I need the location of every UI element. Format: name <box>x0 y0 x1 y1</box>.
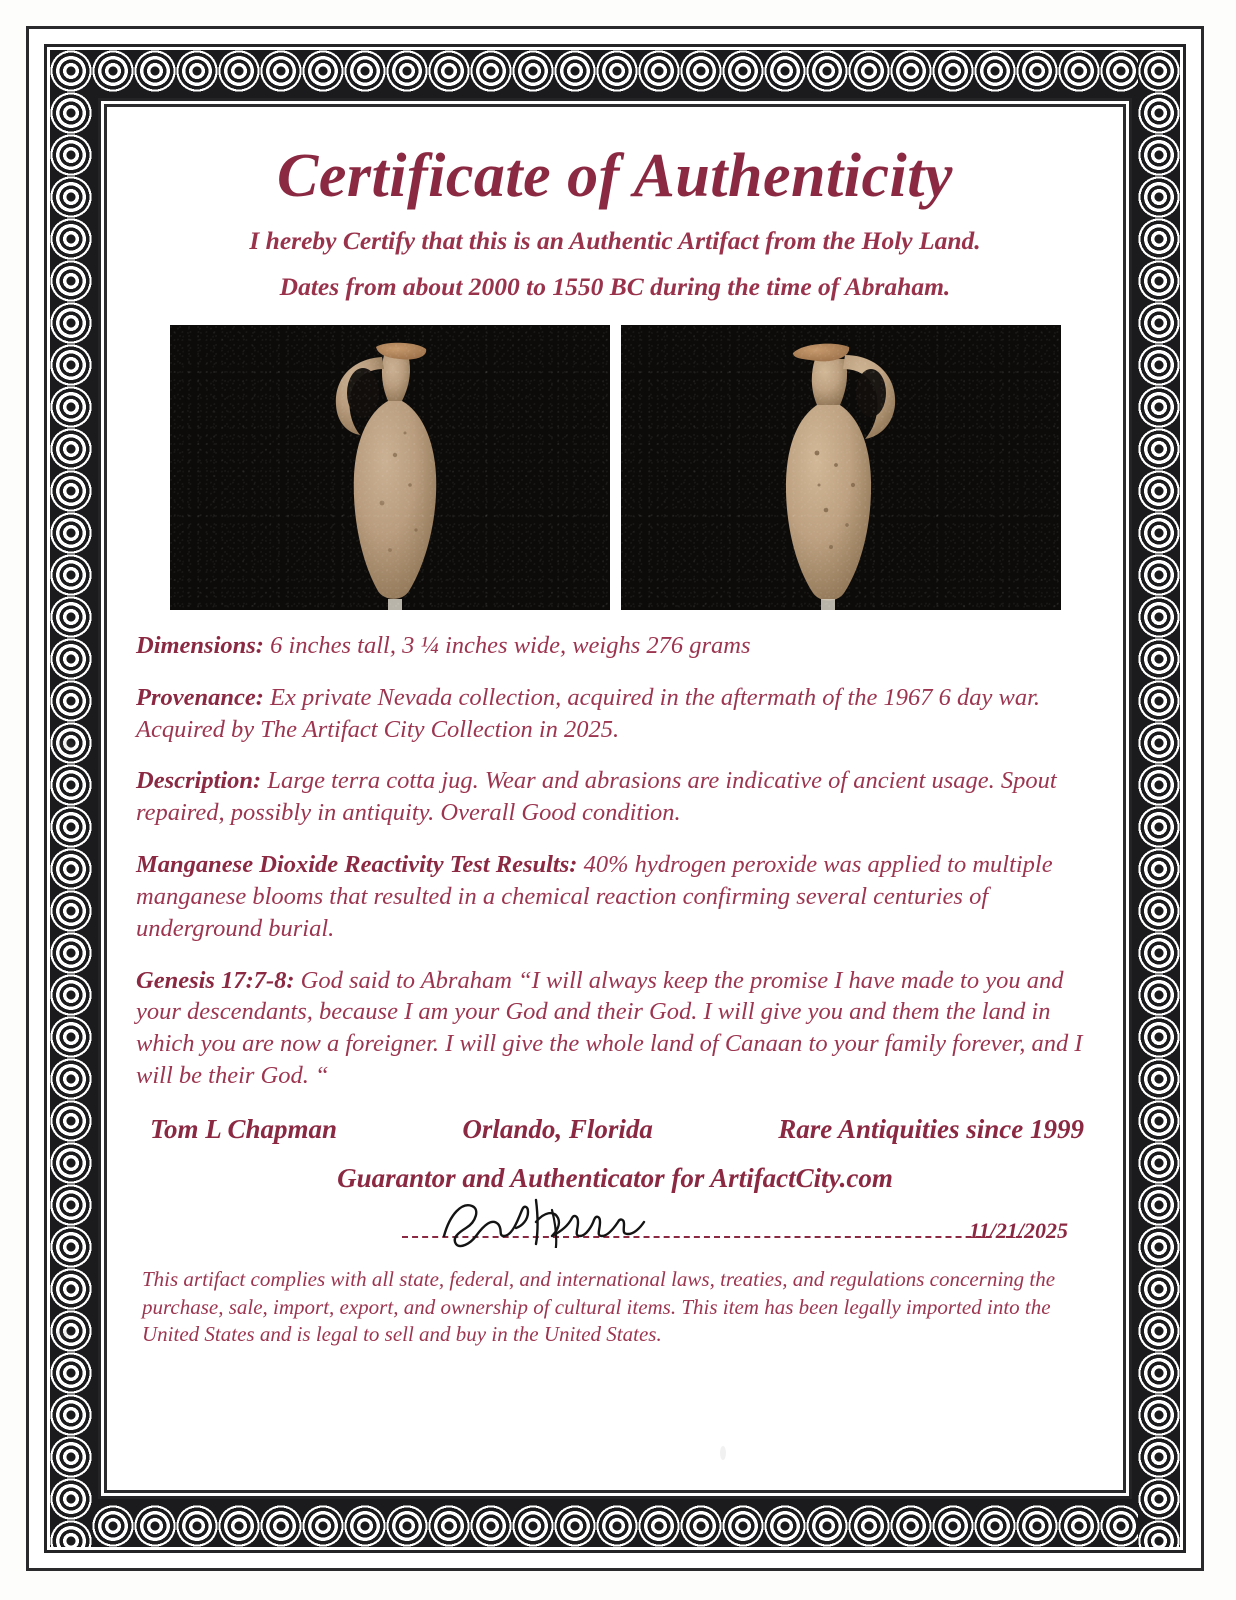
field-manganese-test <box>136 849 1094 945</box>
field-scripture <box>136 965 1094 1092</box>
signatory-name: Tom L Chapman <box>150 1113 338 1144</box>
handwritten-signature <box>436 1192 796 1248</box>
signature-date: 11/21/2025 <box>968 1217 1068 1243</box>
field-dimensions-label: Dimensions: <box>136 631 264 659</box>
certify-statement: I hereby Certify that this is an Authentic Artifact from the Holy Land. <box>249 226 981 256</box>
page-title: Certificate of Authenticity <box>277 142 953 210</box>
field-scripture-label: Genesis 17:7-8: <box>136 966 295 994</box>
guarantor-role: Guarantor and Authenticator for ArtifactCity.com <box>337 1162 893 1193</box>
bullseye-border-right <box>1138 50 1180 1547</box>
signature-area <box>136 1196 1094 1252</box>
field-provenance-value: Ex private Nevada collection, acquired in the aftermath of the 1967 6 day war. Acquired by The Artifact City Collection in 2025. <box>136 683 1041 743</box>
legal-disclaimer: This artifact complies with all state, federal, and international laws, treaties, and regulations concerning the purchase, sale, import, export, and ownership of cultural items. This item has been legally imported into the United States and is legal to sell and buy in the United States. <box>142 1266 1056 1347</box>
jug-illustration-front <box>170 325 610 610</box>
field-manganese-test-label: Manganese Dioxide Reactivity Test Results: <box>136 851 578 879</box>
field-description <box>136 765 1094 829</box>
field-description-value: Large terra cotta jug. Wear and abrasions are indicative of ancient usage. Spout repaired, possibly in antiquity. Overall Good condition. <box>136 767 1057 827</box>
jug-illustration-side <box>621 325 1061 610</box>
field-scripture-value: God said to Abraham “I will always keep the promise I have made to you and your descendants, because I am your God and their God. I will give you and them the land in which you are now a foreigner. I will give the whole land of Canaan to your family forever, and I will be their God. “ <box>136 966 1083 1090</box>
signatory-row <box>150 1114 1084 1145</box>
field-description-label: Description: <box>136 767 262 795</box>
artifact-photo-front <box>170 325 610 610</box>
bullseye-border-bottom <box>50 1505 1180 1547</box>
signatory-tagline: Rare Antiquities since 1999 <box>778 1113 1084 1144</box>
field-provenance <box>136 682 1094 746</box>
signatory-location: Orlando, Florida <box>462 1113 653 1144</box>
field-dimensions-value: 6 inches tall, 3 ¼ inches wide, weighs 276 grams <box>263 631 751 659</box>
field-provenance-label: Provenance: <box>136 683 264 711</box>
bullseye-border-top <box>50 50 1180 92</box>
dating-statement: Dates from about 2000 to 1550 BC during the time of Abraham. <box>279 271 951 301</box>
bullseye-border-left <box>50 50 92 1547</box>
artifact-photo-gallery <box>136 325 1094 610</box>
field-manganese-test-value: 40% hydrogen peroxide was applied to multiple manganese blooms that resulted in a chemical reaction confirming several centuries of underground burial. <box>136 851 1053 942</box>
certificate-content <box>110 110 1120 1487</box>
artifact-photo-side <box>621 325 1061 610</box>
field-dimensions <box>136 630 1094 662</box>
detail-fields <box>136 630 1094 1092</box>
